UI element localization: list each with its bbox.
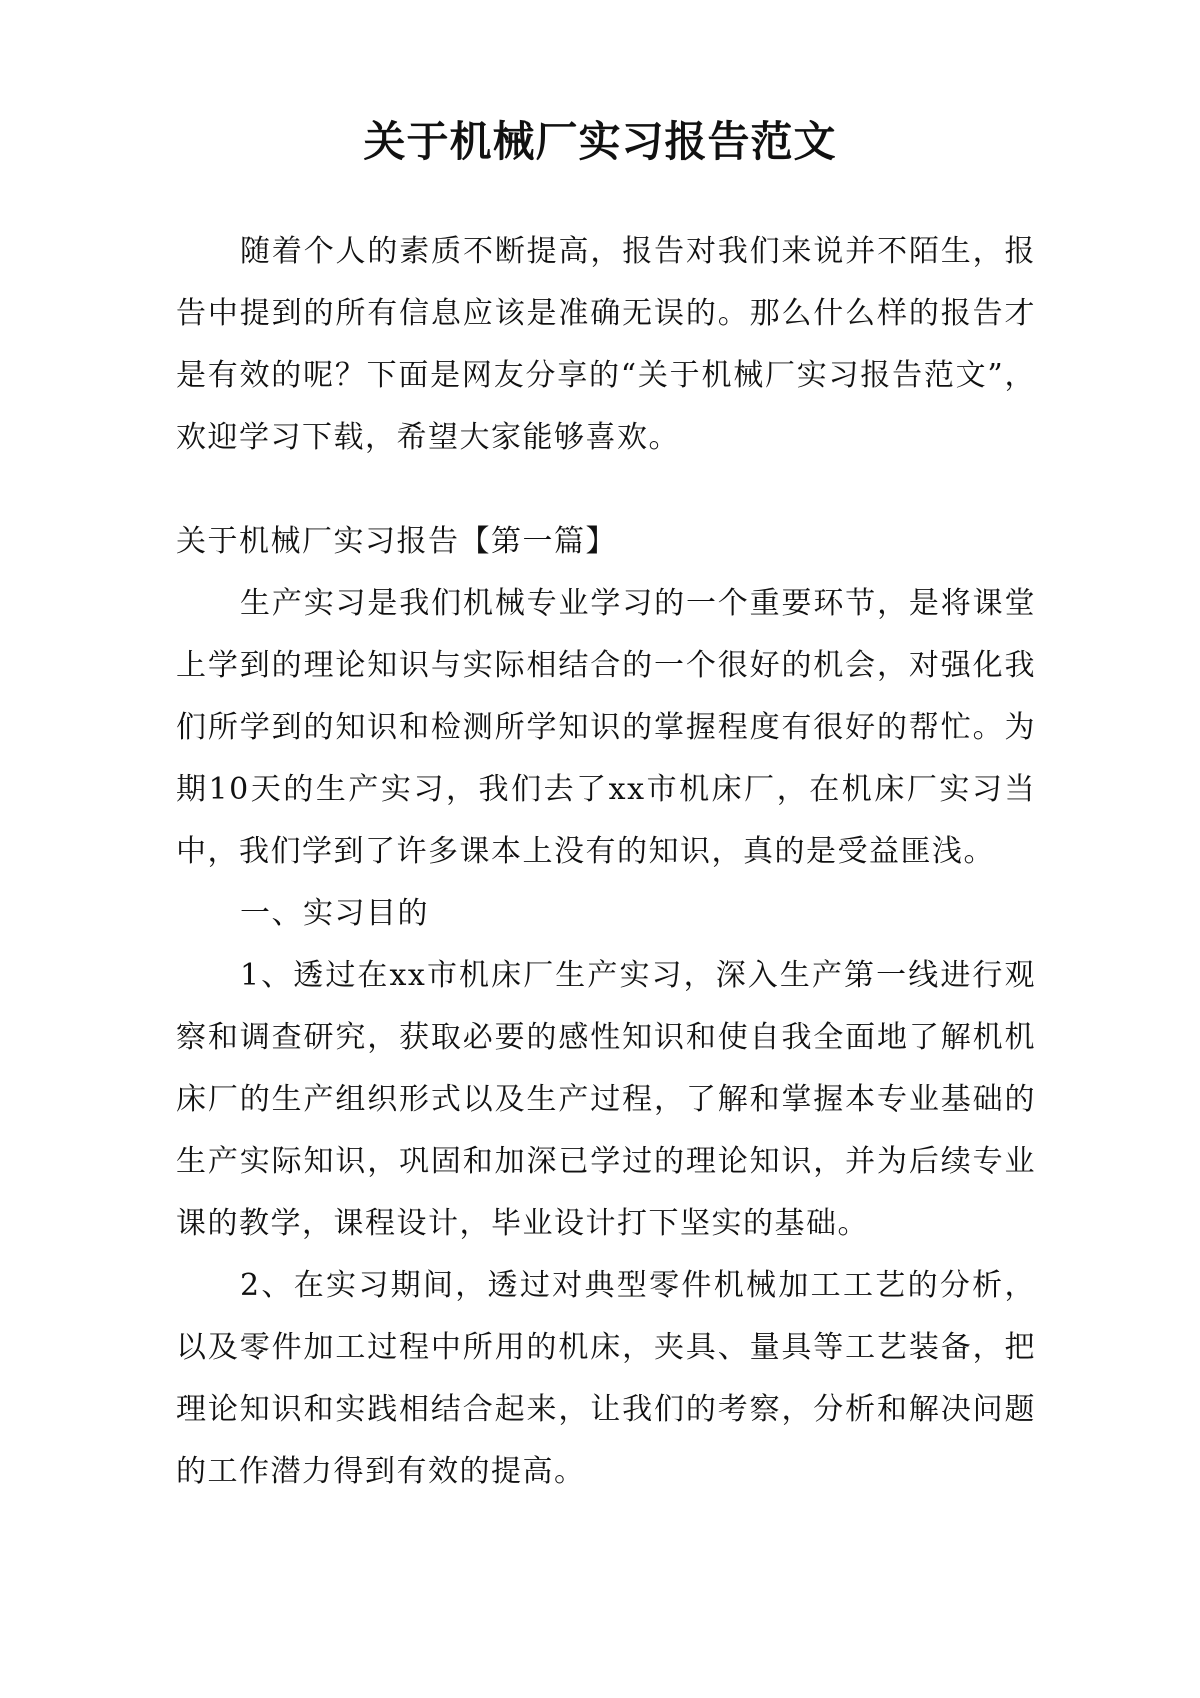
document-title: 关于机械厂实习报告范文 (363, 117, 837, 166)
section-heading: 关于机械厂实习报告【第一篇】 (176, 524, 617, 559)
body-paragraph-2: 1、透过在xx市机床厂生产实习，深入生产第一线进行观察和调查研究，获取必要的感性知识和使自我全面地了解机机床厂的生产组织形式以及生产过程，了解和掌握本专业基础的生产实际知识，巩固和加深已学过的理论知识，并为后续专业课的教学，课程设计，毕业设计打下坚实的基础。 (176, 958, 1036, 1241)
subheading-objectives: 一、实习目的 (240, 896, 429, 931)
intro-paragraph: 随着个人的素质不断提高，报告对我们来说并不陌生，报告中提到的所有信息应该是准确无误的。那么什么样的报告才是有效的呢？下面是网友分享的“关于机械厂实习报告范文”，欢迎学习下载，希望大家能够喜欢。 (176, 234, 1036, 455)
body-paragraph-1: 生产实习是我们机械专业学习的一个重要环节，是将课堂上学到的理论知识与实际相结合的一个很好的机会，对强化我们所学到的知识和检测所学知识的掌握程度有很好的帮忙。为期10天的生产实习，我们去了xx市机床厂，在机床厂实习当中，我们学到了许多课本上没有的知识，真的是受益匪浅。 (176, 586, 1036, 869)
body-paragraph-3: 2、在实习期间，透过对典型零件机械加工工艺的分析，以及零件加工过程中所用的机床，夹具、量具等工艺装备，把理论知识和实践相结合起来，让我们的考察，分析和解决问题的工作潜力得到有效的提高。 (176, 1268, 1036, 1489)
